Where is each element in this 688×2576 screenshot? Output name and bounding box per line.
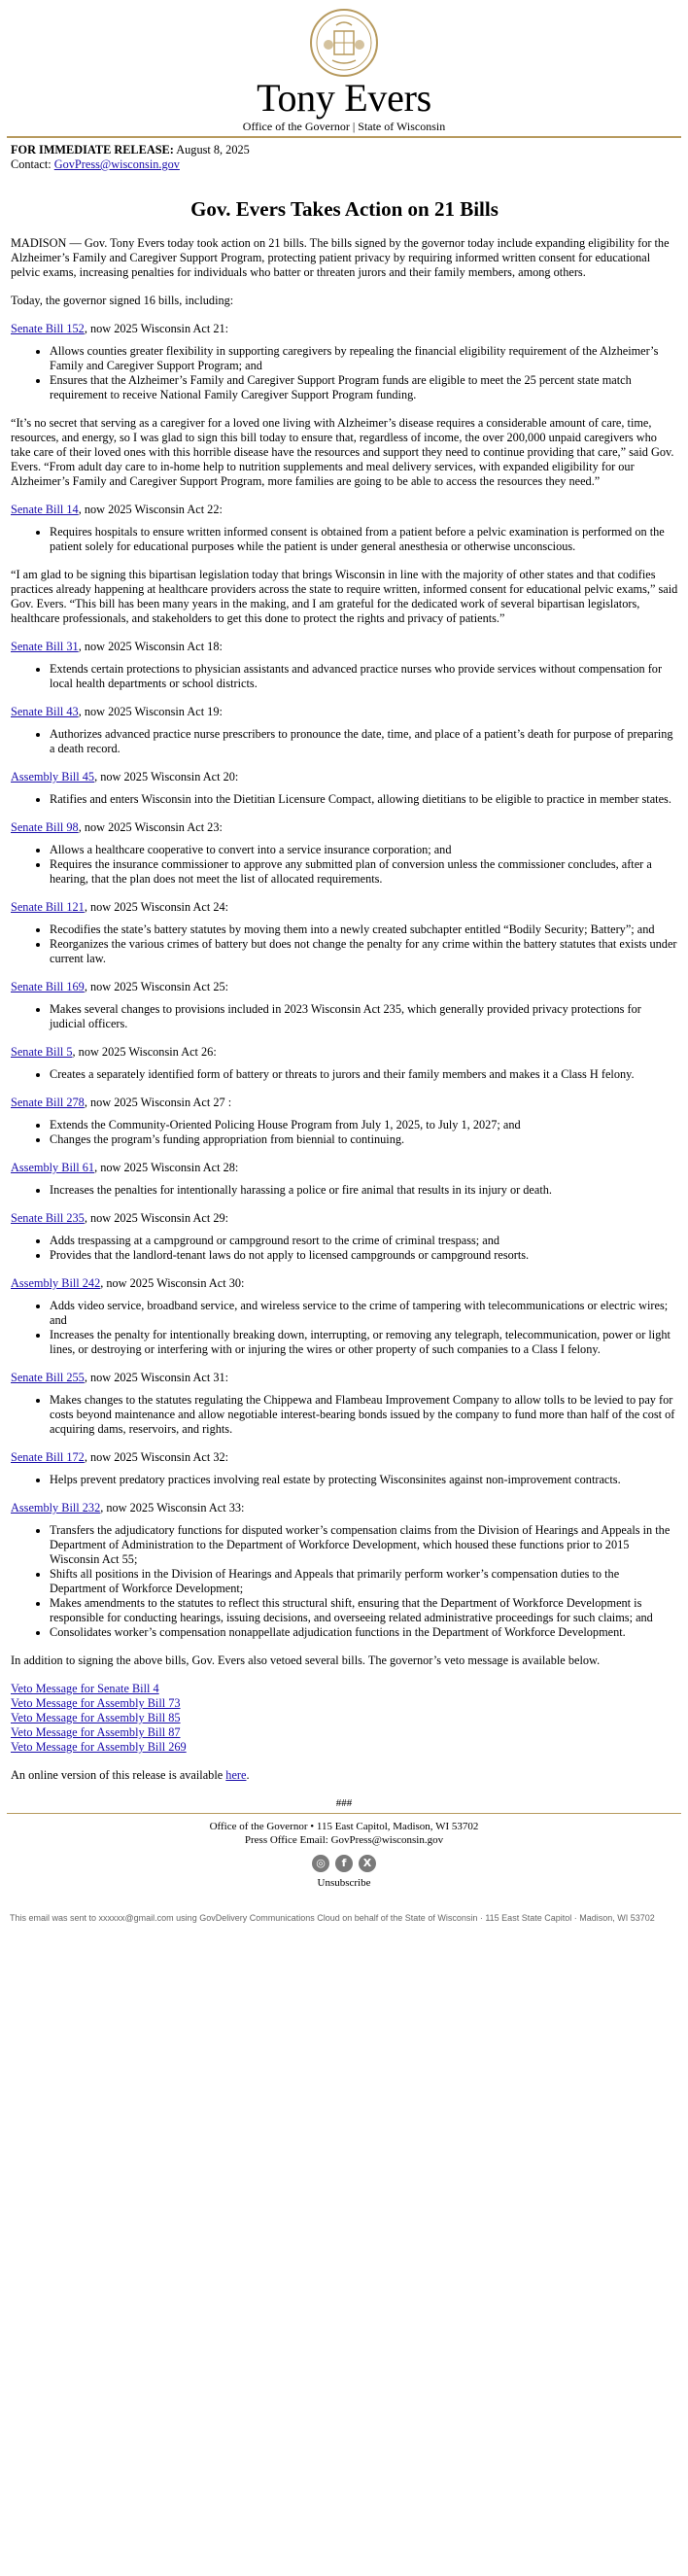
bill-provision-item: • Extends the Community-Oriented Policing House Program from July 1, 2025, to July 1, 2027; and bbox=[50, 1118, 678, 1132]
footer-divider bbox=[7, 1813, 681, 1814]
veto-link-list bbox=[11, 1682, 678, 1755]
bill-provisions bbox=[11, 1002, 678, 1031]
facebook-icon[interactable]: f bbox=[335, 1855, 353, 1872]
veto-message-link[interactable]: Veto Message for Assembly Bill 85 bbox=[11, 1711, 181, 1724]
bill-link[interactable]: Assembly Bill 242 bbox=[11, 1276, 101, 1290]
bill-provisions bbox=[11, 1067, 678, 1082]
bill-link[interactable]: Senate Bill 235 bbox=[11, 1211, 85, 1225]
bill-heading bbox=[11, 770, 678, 784]
veto-link-row bbox=[11, 1696, 678, 1711]
bill-act-text: , now 2025 Wisconsin Act 32: bbox=[84, 1450, 229, 1464]
footer-address: Office of the Governor • 115 East Capitol, Madison, WI 53702 bbox=[209, 1821, 479, 1832]
bill-provision-item: • Allows a healthcare cooperative to convert into a service insurance corporation; and bbox=[50, 843, 678, 857]
governor-quote: “I am glad to be signing this bipartisan legislation today that brings Wisconsin in line with the majority of other states and that codifies practices already happening at healthcare providers across the state to require written, informed consent for educational pelvic exams,” said Gov. Evers. “This bill has been many years in the making, and I am grateful for the dedicated work of several bipartisan legislators, healthcare professionals, and stakeholders to get this done to protect the rights and privacy of patients.” bbox=[11, 568, 678, 625]
bill-heading bbox=[11, 705, 678, 719]
bill-heading bbox=[11, 1096, 678, 1110]
release-date: August 8, 2025 bbox=[176, 143, 250, 157]
bill-link[interactable]: Senate Bill 152 bbox=[11, 322, 85, 335]
end-marks: ### bbox=[335, 1797, 353, 1809]
bill-provision-item: • Increases the penalty for intentionally breaking down, interrupting, or removing any telegraph, telecommunication, power or light lines, or destroying or interfering with or injuring the wires or other property of such companies to a Class I felony. bbox=[50, 1328, 678, 1357]
bill-provision-item: • Shifts all positions in the Division of Hearings and Appeals that primarily perform worker’s compensation duties to the Department of Workforce Development; bbox=[50, 1567, 678, 1596]
bill-heading bbox=[11, 1045, 678, 1060]
bill-heading bbox=[11, 1371, 678, 1385]
bill-link[interactable]: Senate Bill 14 bbox=[11, 503, 79, 516]
bill-provision-item: • Makes amendments to the statutes to reflect this structural shift, ensuring that the Department of Workforce Development is responsible for conducting hearings, issuing decisions, and overseeing related administrative proceedings for such claims; and bbox=[50, 1596, 678, 1625]
bill-link[interactable]: Senate Bill 121 bbox=[11, 900, 85, 914]
bill-act-text: , now 2025 Wisconsin Act 21: bbox=[84, 322, 229, 335]
bill-provision-item: • Provides that the landlord-tenant laws do not apply to licensed campgrounds or campground resorts. bbox=[50, 1248, 678, 1263]
footer-press-email: Press Office Email: GovPress@wisconsin.gov bbox=[244, 1834, 444, 1846]
bill-heading bbox=[11, 900, 678, 915]
bill-provisions bbox=[11, 792, 678, 807]
x-icon[interactable]: X bbox=[359, 1855, 376, 1872]
bill-provisions bbox=[11, 727, 678, 756]
release-date-line bbox=[11, 143, 678, 157]
bill-act-text: , now 2025 Wisconsin Act 18: bbox=[78, 640, 223, 653]
bill-provision-item: • Increases the penalties for intentionally harassing a police or fire animal that results in its injury or death. bbox=[50, 1183, 678, 1198]
bill-provision-item: • Recodifies the state’s battery statutes by moving them into a newly created subchapter entitled “Bodily Security; Battery”; and bbox=[50, 922, 678, 937]
veto-link-row bbox=[11, 1711, 678, 1725]
bill-heading bbox=[11, 1276, 678, 1291]
bill-act-text: , now 2025 Wisconsin Act 31: bbox=[84, 1371, 229, 1384]
bill-provisions bbox=[11, 1393, 678, 1437]
bill-heading bbox=[11, 322, 678, 336]
online-version-line bbox=[11, 1768, 678, 1783]
bill-act-text: , now 2025 Wisconsin Act 19: bbox=[78, 705, 223, 718]
bill-provision-item: • Ratifies and enters Wisconsin into the Dietitian Licensure Compact, allowing dietitians to be eligible to practice in member states. bbox=[50, 792, 678, 807]
bill-act-text: , now 2025 Wisconsin Act 22: bbox=[78, 503, 223, 516]
bill-provisions bbox=[11, 1473, 678, 1487]
bill-list bbox=[11, 322, 678, 1640]
governor-quote: “It’s no secret that serving as a caregiver for a loved one living with Alzheimer’s disease requires a considerable amount of care, time, resources, and energy, so I was glad to sign this bill today to ensure that, regardless of income, the over 200,000 unpaid caregivers who take care of their loved ones with this horrible disease have the resources and support they need to continue providing that care,” said Gov. Evers. “From adult day care to in-home help to nutrition supplements and meal delivery services, with expanded eligibility for our Alzheimer’s Family and Caregiver Support Program, more families are going to be able to access the resources they need.” bbox=[11, 416, 674, 488]
bill-provisions bbox=[11, 1299, 678, 1357]
bill-link[interactable]: Assembly Bill 45 bbox=[11, 770, 95, 783]
governor-name: Tony Evers bbox=[257, 76, 431, 120]
bill-act-text: , now 2025 Wisconsin Act 23: bbox=[78, 820, 223, 834]
bill-link[interactable]: Senate Bill 98 bbox=[11, 820, 79, 834]
bill-provision-item: • Transfers the adjudicatory functions for disputed worker’s compensation claims from the Division of Hearings and Appeals in the Department of Administration to the Department of Workforce Development, which housed these functions prior to 2015 Wisconsin Act 55; bbox=[50, 1523, 678, 1567]
instagram-icon[interactable]: ◎ bbox=[312, 1855, 329, 1872]
veto-message-link[interactable]: Veto Message for Assembly Bill 73 bbox=[11, 1696, 181, 1710]
masthead-subtitle: Office of the Governor | State of Wisconsin bbox=[242, 120, 446, 133]
veto-message-link[interactable]: Veto Message for Assembly Bill 87 bbox=[11, 1725, 181, 1739]
intro-paragraph: MADISON — Gov. Tony Evers today took action on 21 bills. The bills signed by the governor today include expanding eligibility for the Alzheimer’s Family and Caregiver Support Program, protecting patient privacy by requiring informed written consent for educational pelvic exams, increasing penalties for individuals who batter or threaten jurors and their family members, among others. bbox=[11, 236, 670, 279]
online-version-link[interactable]: here bbox=[225, 1768, 247, 1782]
contact-label: Contact: bbox=[11, 157, 52, 171]
unsubscribe-link[interactable]: Unsubscribe bbox=[317, 1877, 371, 1889]
bill-heading bbox=[11, 980, 678, 994]
bill-provisions bbox=[11, 1183, 678, 1198]
bill-link[interactable]: Senate Bill 172 bbox=[11, 1450, 85, 1464]
footer bbox=[0, 1820, 688, 1890]
bill-provisions bbox=[11, 1523, 678, 1640]
bill-provision-item: • Adds video service, broadband service, and wireless service to the crime of tampering with telecommunications or electric wires; and bbox=[50, 1299, 678, 1328]
bill-heading bbox=[11, 503, 678, 517]
bill-provisions bbox=[11, 1234, 678, 1263]
signed-intro: Today, the governor signed 16 bills, including: bbox=[11, 294, 234, 307]
bill-link[interactable]: Senate Bill 31 bbox=[11, 640, 79, 653]
bill-link[interactable]: Senate Bill 255 bbox=[11, 1371, 85, 1384]
bill-provision-item: • Requires hospitals to ensure written informed consent is obtained from a patient before a pelvic examination is performed on the patient solely for educational purposes while the patient is under general anesthesia or otherwise unconscious. bbox=[50, 525, 678, 554]
bill-provisions bbox=[11, 525, 678, 554]
masthead bbox=[0, 0, 688, 133]
bill-provision-item: • Makes changes to the statutes regulating the Chippewa and Flambeau Improvement Company to allow tolls to be levied to pay for costs beyond maintenance and allow negotiable interest-bearing bonds issued by the company to fund more than half of the cost of acquiring dams, reservoirs, and rights. bbox=[50, 1393, 678, 1437]
bill-provision-item: • Ensures that the Alzheimer’s Family and Caregiver Support Program funds are eligible to meet the 25 percent state match requirement to receive National Family Caregiver Support Program funding. bbox=[50, 373, 678, 402]
bill-heading bbox=[11, 640, 678, 654]
social-links bbox=[0, 1855, 688, 1872]
bill-provision-item: • Makes several changes to provisions included in 2023 Wisconsin Act 235, which generally provided privacy protections for judicial officers. bbox=[50, 1002, 678, 1031]
release-label: FOR IMMEDIATE RELEASE: bbox=[11, 143, 174, 157]
bill-provision-item: • Reorganizes the various crimes of battery but does not change the penalty for any crime within the battery statutes that exists under current law. bbox=[50, 937, 678, 966]
header-divider bbox=[7, 136, 681, 138]
bill-act-text: , now 2025 Wisconsin Act 27 : bbox=[84, 1096, 232, 1109]
bill-act-text: , now 2025 Wisconsin Act 20: bbox=[94, 770, 239, 783]
bill-act-text: , now 2025 Wisconsin Act 24: bbox=[84, 900, 229, 914]
bill-heading bbox=[11, 820, 678, 835]
veto-link-row bbox=[11, 1725, 678, 1740]
email-body bbox=[0, 143, 688, 1783]
veto-link-row bbox=[11, 1740, 678, 1755]
state-seal-icon bbox=[309, 8, 379, 78]
bill-provision-item: • Helps prevent predatory practices involving real estate by protecting Wisconsinites against non-improvement contracts. bbox=[50, 1473, 678, 1487]
bill-link[interactable]: Senate Bill 278 bbox=[11, 1096, 85, 1109]
state-label: State of Wisconsin bbox=[358, 120, 446, 133]
bill-act-text: , now 2025 Wisconsin Act 29: bbox=[84, 1211, 229, 1225]
bill-link[interactable]: Senate Bill 43 bbox=[11, 705, 79, 718]
bill-provisions bbox=[11, 1118, 678, 1147]
office-label: Office of the Governor bbox=[242, 120, 350, 133]
bill-heading bbox=[11, 1501, 678, 1515]
bill-act-text: , now 2025 Wisconsin Act 30: bbox=[100, 1276, 245, 1290]
bill-link[interactable]: Senate Bill 5 bbox=[11, 1045, 73, 1059]
bill-provision-item: • Allows counties greater flexibility in supporting caregivers by repealing the financial eligibility requirement of the Alzheimer’s Family and Caregiver Support Program; and bbox=[50, 344, 678, 373]
bill-provisions bbox=[11, 662, 678, 691]
bill-provision-item: • Extends certain protections to physician assistants and advanced practice nurses who provide services without compensation for local health departments or school districts. bbox=[50, 662, 678, 691]
bill-act-text: , now 2025 Wisconsin Act 33: bbox=[100, 1501, 245, 1514]
release-title: Gov. Evers Takes Action on 21 Bills bbox=[190, 197, 499, 221]
bill-heading bbox=[11, 1450, 678, 1465]
contact-line bbox=[11, 157, 678, 172]
bill-heading bbox=[11, 1161, 678, 1175]
bill-provisions bbox=[11, 843, 678, 887]
bill-provision-item: • Consolidates worker’s compensation nonappellate adjudication functions in the Department of Workforce Development. bbox=[50, 1625, 678, 1640]
delivery-disclaimer: This email was sent to xxxxxx@gmail.com using GovDelivery Communications Cloud on behalf of the State of Wisconsin · 115 East State Capitol · Madison, WI 53702 bbox=[10, 1913, 655, 1923]
bill-link[interactable]: Senate Bill 169 bbox=[11, 980, 85, 993]
online-version-period: . bbox=[246, 1768, 250, 1782]
bill-provisions bbox=[11, 922, 678, 966]
bill-link[interactable]: Assembly Bill 232 bbox=[11, 1501, 101, 1514]
bill-act-text: , now 2025 Wisconsin Act 25: bbox=[84, 980, 229, 993]
bill-provision-item: • Authorizes advanced practice nurse prescribers to pronounce the date, time, and place of a patient’s death for purpose of preparing a death record. bbox=[50, 727, 678, 756]
veto-link-row bbox=[11, 1682, 678, 1696]
online-version-text: An online version of this release is available bbox=[11, 1768, 224, 1782]
bill-provision-item: • Requires the insurance commissioner to approve any submitted plan of conversion unless the commissioner concludes, after a hearing, that the plan does not meet the list of allocated requirements. bbox=[50, 857, 678, 887]
bill-provision-item: • Changes the program’s funding appropriation from biennial to continuing. bbox=[50, 1132, 678, 1147]
veto-message-link[interactable]: Veto Message for Senate Bill 4 bbox=[11, 1682, 159, 1695]
bill-heading bbox=[11, 1211, 678, 1226]
bill-provision-item: • Creates a separately identified form of battery or threats to jurors and their family members and makes it a Class H felony. bbox=[50, 1067, 678, 1082]
bill-act-text: , now 2025 Wisconsin Act 28: bbox=[94, 1161, 239, 1174]
contact-email-link[interactable]: GovPress@wisconsin.gov bbox=[53, 157, 180, 171]
bill-link[interactable]: Assembly Bill 61 bbox=[11, 1161, 95, 1174]
bill-act-text: , now 2025 Wisconsin Act 26: bbox=[72, 1045, 217, 1059]
bill-provisions bbox=[11, 344, 678, 402]
bill-provision-item: • Adds trespassing at a campground or campground resort to the crime of criminal trespass; and bbox=[50, 1234, 678, 1248]
veto-intro: In addition to signing the above bills, Gov. Evers also vetoed several bills. The governor’s veto message is available below. bbox=[11, 1654, 601, 1667]
veto-message-link[interactable]: Veto Message for Assembly Bill 269 bbox=[11, 1740, 187, 1754]
